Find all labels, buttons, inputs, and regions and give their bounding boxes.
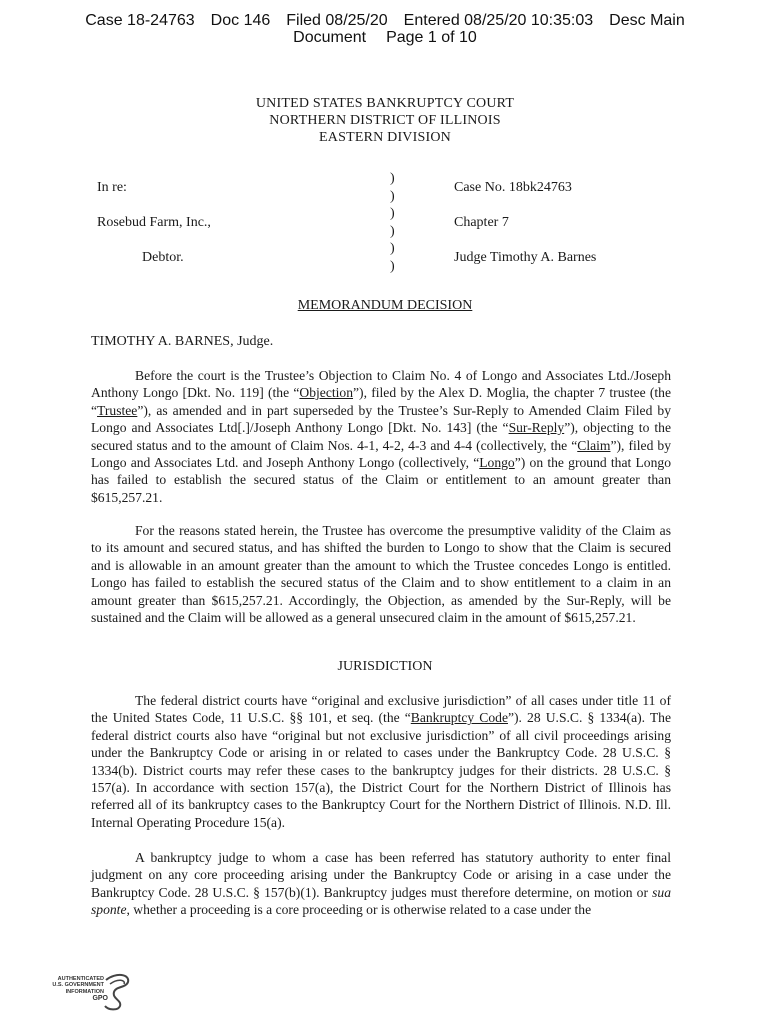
desc-stamp: Desc Main	[609, 12, 685, 29]
filing-header-line-1	[0, 12, 770, 29]
entered-date-stamp: Entered 08/25/20 10:35:03	[403, 12, 594, 29]
paragraph-summary: For the reasons stated herein, the Trustee has overcome the presumptive validity of the Claim as to its amount and secured status, and has shifted the burden to Longo to show that the Claim is secured and is allowable in an amount greater than the amount to which the Trustee concedes Longo is entitled. Longo has failed to establish the secured status of the Claim and to show entitlement to a claim in an amount greater than $615,257.21. Accordingly, the Objection, as amended by the Sur-Reply, will be sustained and the Claim will be allowed as a general unsecured claim in the amount of $615,257.21.	[91, 523, 671, 626]
doc-number-stamp: Doc 146	[210, 12, 271, 29]
defined-term-sur-reply: Sur-Reply	[508, 420, 565, 436]
page-number-stamp: Page 1 of 10	[386, 29, 477, 46]
caption-paren: )	[390, 171, 395, 186]
section-heading-jurisdiction: JURISDICTION	[337, 659, 433, 674]
court-district: NORTHERN DISTRICT OF ILLINOIS	[269, 113, 501, 128]
court-heading	[0, 95, 770, 146]
filed-date-stamp: Filed 08/25/20	[286, 12, 388, 29]
paragraph-intro	[91, 367, 671, 506]
defined-term-longo: Longo	[479, 455, 515, 471]
text: ”), filed by the Alex D. Moglia, the chapter 7 trustee (the “	[91, 385, 672, 418]
caption-paren: )	[390, 241, 395, 256]
text: ”) on the ground that Longo has failed to establish the secured status of the Claim or entitlement to an amount greater than $615,257.21.	[91, 455, 671, 505]
gpo-authentication-seal	[40, 968, 140, 1016]
court-division: EASTERN DIVISION	[319, 130, 451, 145]
text: ”). 28 U.S.C. § 1334(a). The federal district courts also have “original but not exclusive jurisdiction” of all civil proceedings arising under the Bankruptcy Code or arising in or related to cases under the Bankruptcy Code. 28 U.S.C. § 1334(b). District courts may refer these cases to the bankruptcy judges for their districts. 28 U.S.C. § 157(a). In accordance with section 157(a), the District Court for the Northern District of Illinois has referred all of its bankruptcy cases to the Bankruptcy Court for the Northern District of Illinois. N.D. Ill. Internal Operating Procedure 15(a).	[91, 710, 672, 830]
paragraph-authority	[91, 849, 671, 919]
debtor-name: Rosebud Farm, Inc.,	[97, 215, 211, 230]
defined-term-claim: Claim	[577, 437, 611, 453]
document-stamp: Document	[293, 29, 367, 46]
eagle-icon	[102, 972, 132, 1012]
text: ”), objecting to the secured status and to the amount of Claim Nos. 4-1, 4-2, 4-3 and 4-4 (collectively, the “	[91, 420, 671, 453]
filing-header-line-2	[0, 29, 770, 46]
gpo-mark: GPO	[92, 995, 108, 1002]
italic-term: sua sponte	[91, 884, 671, 918]
judge-line: TIMOTHY A. BARNES, Judge.	[91, 334, 274, 349]
defined-term-trustee: Trustee	[97, 402, 138, 418]
judge-name: Judge Timothy A. Barnes	[454, 250, 597, 265]
text: , whether a proceeding is a core proceeding or is otherwise related to a case under the	[126, 902, 592, 918]
in-re-label: In re:	[97, 180, 127, 195]
defined-term-bankruptcy-code: Bankruptcy Code	[410, 710, 508, 726]
court-name: UNITED STATES BANKRUPTCY COURT	[255, 96, 515, 111]
text: ”), filed by Longo and Associates Ltd. and Joseph Anthony Longo (collectively, “	[91, 437, 671, 471]
caption-paren: )	[390, 188, 395, 204]
debtor-label: Debtor.	[142, 250, 184, 265]
text: ”), as amended and in part superseded by the Trustee’s Sur-Reply to Amended Claim Filed by Longo and Associates Ltd[.]/Joseph Anthony Longo [Dkt. No. 143] (the “	[91, 402, 671, 436]
case-number: Case No. 18bk24763	[454, 180, 572, 195]
gpo-line: AUTHENTICATED	[57, 976, 104, 982]
filing-header	[0, 12, 770, 46]
case-number-stamp: Case 18-24763	[85, 12, 195, 29]
gpo-seal-text	[40, 976, 104, 995]
paragraph-jurisdiction	[91, 692, 671, 831]
text: The federal district courts have “original and exclusive jurisdiction” of all cases under title 11 of the United States Code, 11 U.S.C. §§ 101, et seq. (the “	[91, 693, 671, 726]
chapter: Chapter 7	[454, 215, 509, 230]
gpo-line: U.S. GOVERNMENT	[52, 982, 104, 989]
caption-paren: )	[390, 206, 395, 221]
defined-term-objection: Objection	[299, 385, 354, 401]
caption-paren: )	[390, 223, 395, 239]
document-title: MEMORANDUM DECISION	[297, 298, 473, 313]
caption-divider	[390, 170, 395, 275]
caption-paren: )	[390, 258, 395, 274]
text: A bankruptcy judge to whom a case has been referred has statutory authority to enter final judgment on any core proceeding arising under the Bankruptcy Code or arising in a case under the Bankruptcy Code. 28 U.S.C. § 157(b)(1). Bankruptcy judges must therefore determine, on motion or	[91, 850, 671, 900]
gpo-line: INFORMATION	[65, 988, 104, 995]
text: Before the court is the Trustee’s Objection to Claim No. 4 of Longo and Associates Ltd./Joseph Anthony Longo [Dkt. No. 119] (the “	[91, 368, 671, 401]
